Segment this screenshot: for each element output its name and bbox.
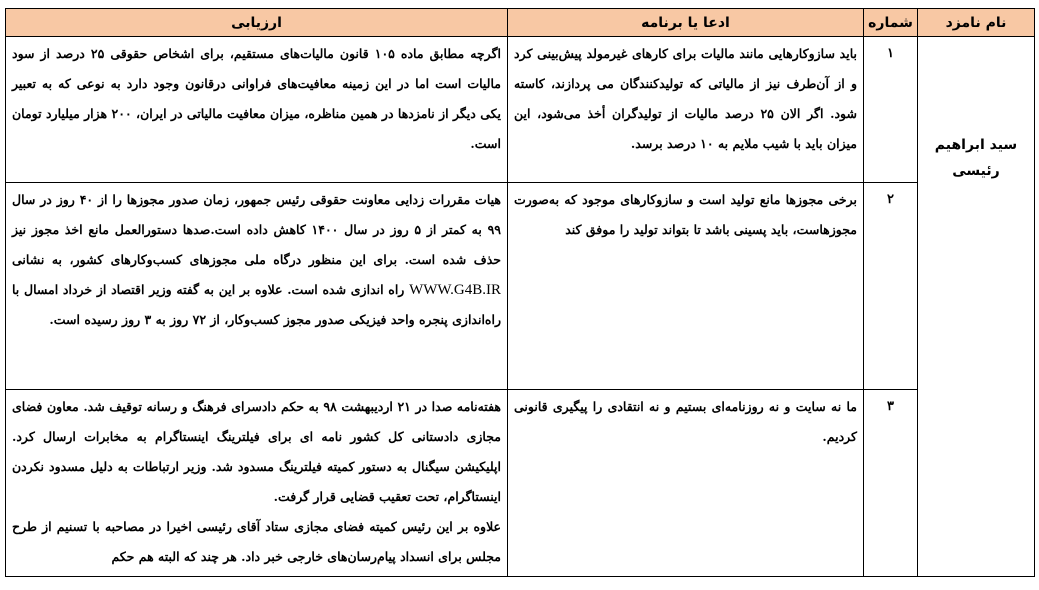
candidate-name: سید ابراهیم رئیسی xyxy=(934,136,1018,179)
evaluation-paragraph: هفته‌نامه صدا در ۲۱ اردیبهشت ۹۸ به حکم دادسرای فرهنگ و رسانه توقیف شد. معاون فضای مجازی دادستانی کل کشور نامه ای برای فیلترینگ اینستاگرام به مخابرات ارسال کرد. اپلیکیشن سیگنال به دستور کمیته فیلترینگ مسدود شد. وزیر ارتباطات به دلیل مسدود نکردن اینستاگرام، تحت تعقیب قضایی قرار گرفت. xyxy=(12,399,501,504)
fact-check-table xyxy=(5,8,1035,577)
claim-cell: برخی مجوزها مانع تولید است و سازوکارهای موجود که به‌صورت مجوزهاست، باید پسینی باشد تا بتواند تولید را موفق کند xyxy=(508,183,864,390)
g4b-link[interactable]: WWW.G4B.IR xyxy=(409,282,501,298)
header-number: شماره xyxy=(864,9,918,37)
table-row xyxy=(6,37,1035,183)
row-number: ۱ xyxy=(864,37,918,183)
row-number: ۲ xyxy=(864,183,918,390)
evaluation-cell xyxy=(6,390,508,577)
evaluation-paragraph: علاوه بر این رئیس کمیته فضای مجازی ستاد آقای رئیسی اخیرا در مصاحبه با تسنیم از طرح مجلس برای انسداد پیام‌رسان‌های خارجی خبر داد. هر چند که البته هم حکم xyxy=(12,519,501,564)
table-header-row xyxy=(6,9,1035,37)
claim-cell: ما نه سایت و نه روزنامه‌ای بستیم و نه انتقادی را پیگیری قانونی کردیم. xyxy=(508,390,864,577)
row-number: ۳ xyxy=(864,390,918,577)
fact-check-table-container xyxy=(5,8,1034,577)
evaluation-text: راه اندازی شده است. علاوه بر این به گفته وزیر اقتصاد از خرداد امسال با راه‌اندازی پنجره واحد فیزیکی صدور مجوز کسب‌وکار، از ۷۲ روز به ۳ روز رسیده است. xyxy=(12,282,501,327)
header-evaluation: ارزیابی xyxy=(6,9,508,37)
candidate-name-cell xyxy=(918,37,1035,577)
table-row xyxy=(6,390,1035,577)
header-candidate-name: نام نامزد xyxy=(918,9,1035,37)
evaluation-text: هیات مقررات زدایی معاونت حقوقی رئیس جمهور، زمان صدور مجوزها را از ۴۰ روز در سال ۹۹ به کمتر از ۵ روز در سال ۱۴۰۰ کاهش داده است.صدها دستورالعمل مانع اخذ مجوز نیز حذف شده است. برای این منظور درگاه ملی مجوزهای کسب‌وکارهای کشور، به نشانی xyxy=(12,192,501,267)
claim-cell: باید سازوکارهایی مانند مالیات برای کارهای غیرمولد پیش‌بینی کرد و از آن‌طرف نیز از مالیاتی که تولیدکنندگان می پردازند، کاسته شود. اگر الان ۲۵ درصد مالیات از تولیدگران أخذ می‌شود، این میزان باید با شیب ملایم به ۱۰ درصد برسد. xyxy=(508,37,864,183)
evaluation-cell: اگرچه مطابق ماده ۱۰۵ قانون مالیات‌های مستقیم، برای اشخاص حقوقی ۲۵ درصد از سود مالیات است اما در این زمینه معافیت‌های فراوانی درقانون وجود دارد به نوعی که به تعبیر یکی دیگر از نامزدها در همین مناظره، میزان معافیت مالیاتی در ایران، ۲۰۰ هزار میلیارد تومان است. xyxy=(6,37,508,183)
table-row xyxy=(6,183,1035,390)
header-claim: ادعا یا برنامه xyxy=(508,9,864,37)
evaluation-cell xyxy=(6,183,508,390)
